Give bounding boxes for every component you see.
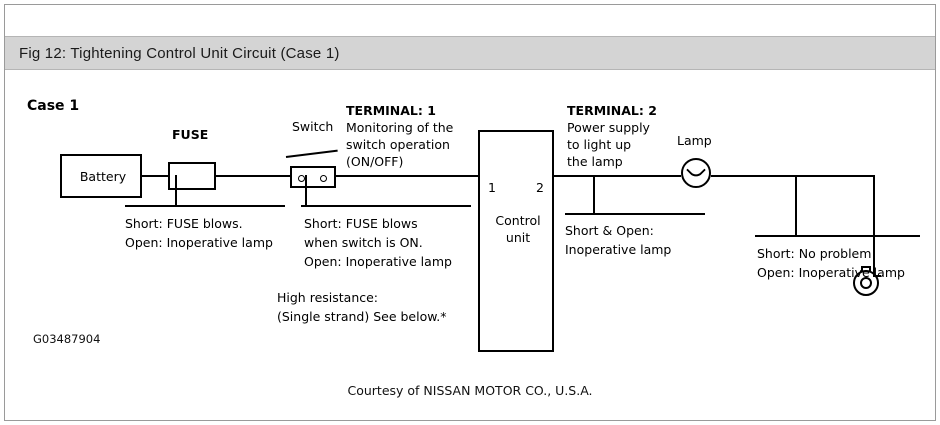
- figure-id-label: G03487904: [33, 332, 101, 346]
- note-fuse-open: Open: Inoperative lamp: [125, 235, 273, 250]
- leader-terminal2: [593, 175, 595, 213]
- terminal-2-heading: TERMINAL: 2: [567, 103, 657, 118]
- note-switch-short-line1: Short: FUSE blows: [304, 216, 418, 231]
- wire-battery-to-fuse: [142, 175, 168, 177]
- wire-switch-to-control-unit: [336, 175, 478, 177]
- wire-control-unit-to-lamp: [554, 175, 681, 177]
- terminal-1-line3: (ON/OFF): [346, 154, 404, 169]
- control-unit-label: [480, 212, 556, 246]
- note-terminal2-line2: Inoperative lamp: [565, 242, 672, 257]
- leader-lamp: [795, 175, 797, 235]
- lamp-label: Lamp: [677, 133, 712, 148]
- leader-switch: [305, 175, 307, 205]
- circuit-diagram: [5, 70, 935, 420]
- terminal-2-line3: the lamp: [567, 154, 623, 169]
- terminal-1-line1: Monitoring of the: [346, 120, 454, 135]
- battery-label: Battery: [79, 169, 127, 184]
- note-fuse-short: Short: FUSE blows.: [125, 216, 243, 231]
- battery-symbol: [60, 154, 142, 198]
- control-unit-pin-2: 2: [536, 180, 544, 195]
- page-title: Fig 12: Tightening Control Unit Circuit (Case 1): [19, 45, 340, 62]
- switch-arm-icon: [286, 150, 338, 158]
- terminal-2-line2: to light up: [567, 137, 632, 152]
- terminal-1-line2: switch operation: [346, 137, 450, 152]
- note-lamp-short: Short: No problem: [757, 246, 872, 261]
- leader-lamp-underline: [755, 235, 920, 237]
- figure-title-bar: [5, 36, 935, 70]
- control-unit-box: [478, 130, 554, 352]
- note-high-resistance-line2: (Single strand) See below.*: [277, 309, 447, 324]
- switch-label: Switch: [292, 119, 334, 134]
- note-switch-short-line2: when switch is ON.: [304, 235, 423, 250]
- leader-fuse-underline: [125, 205, 285, 207]
- switch-terminal-left-icon: [298, 175, 305, 182]
- case-label: Case 1: [27, 98, 80, 114]
- fuse-label: FUSE: [172, 127, 209, 142]
- leader-terminal2-underline: [565, 213, 705, 215]
- leader-switch-underline: [301, 205, 471, 207]
- note-switch-open: Open: Inoperative lamp: [304, 254, 452, 269]
- lamp-symbol: [681, 158, 715, 192]
- control-unit-label-line1: Control: [495, 213, 541, 228]
- note-lamp-open: Open: Inoperative lamp: [757, 265, 905, 280]
- leader-fuse: [175, 175, 177, 205]
- control-unit-pin-1: 1: [488, 180, 496, 195]
- terminal-1-heading: TERMINAL: 1: [346, 103, 436, 118]
- switch-symbol: [290, 166, 336, 188]
- terminal-2-line1: Power supply: [567, 120, 650, 135]
- switch-terminal-right-icon: [320, 175, 327, 182]
- wire-ground-drop: [873, 175, 875, 275]
- note-high-resistance-line1: High resistance:: [277, 290, 379, 305]
- courtesy-text: Courtesy of NISSAN MOTOR CO., U.S.A.: [347, 383, 593, 398]
- note-terminal2-line1: Short & Open:: [565, 223, 654, 238]
- wire-fuse-to-switch: [216, 175, 290, 177]
- wire-lamp-to-ground: [711, 175, 874, 177]
- control-unit-label-line2: unit: [505, 230, 531, 245]
